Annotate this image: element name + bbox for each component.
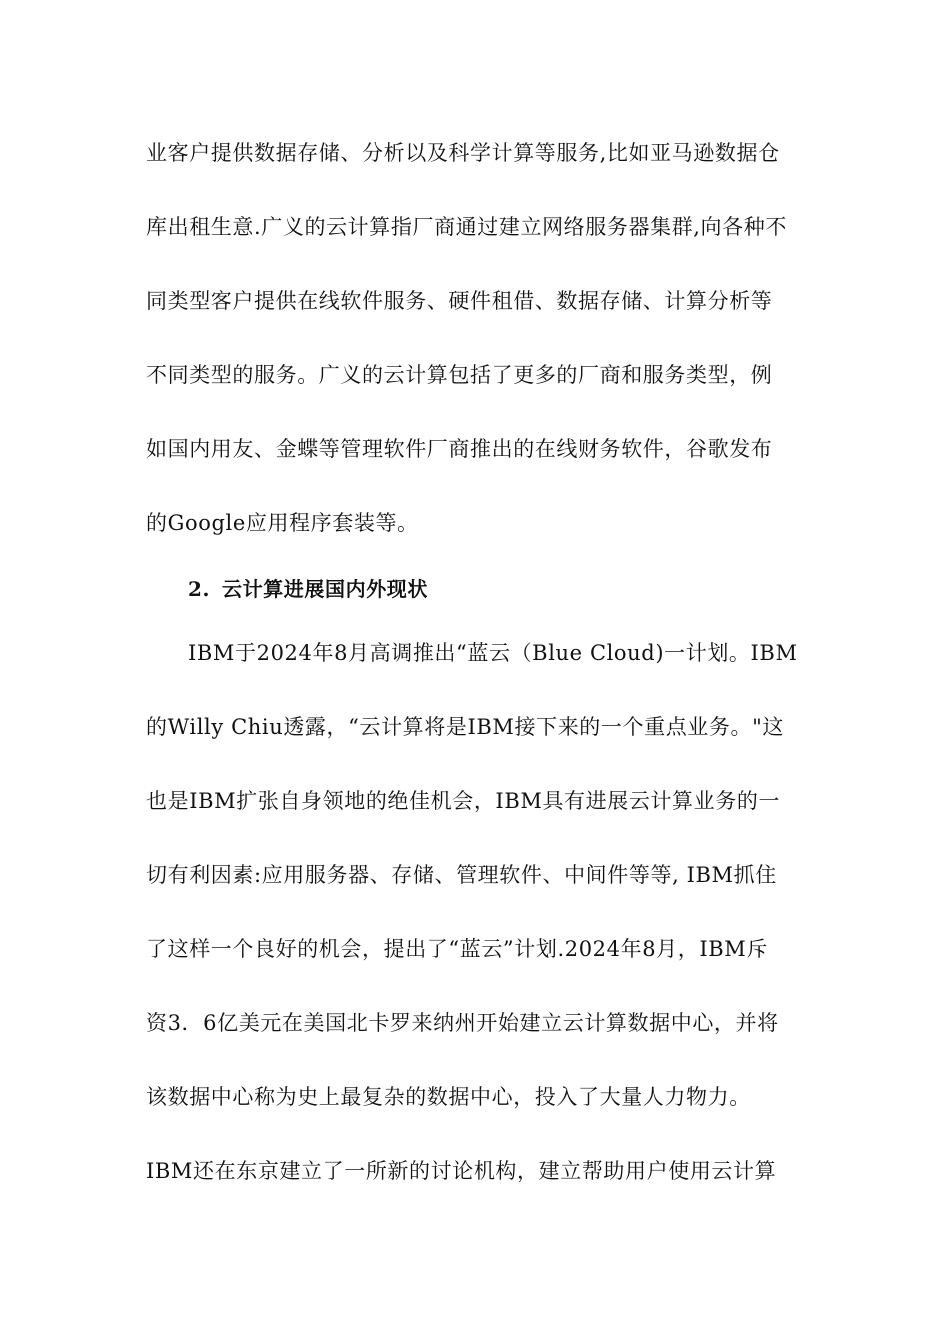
text-line: 了这样一个良好的机会，提出了“蓝云”计划.2024年8月，IBM斥 [146, 937, 768, 961]
section-title: 云计算进展国内外现状 [222, 577, 428, 601]
text-line: 不同类型的服务。广义的云计算包括了更多的厂商和服务类型，例 [146, 363, 773, 387]
section-number: 2. [188, 577, 211, 601]
text-line: 的Google应用程序套装等。 [146, 511, 419, 535]
text-line: IBM于2024年8月高调推出“蓝云（Blue Cloud)一计划。IBM [188, 641, 798, 665]
text-line: 资3．6亿美元在美国北卡罗来纳州开始建立云计算数据中心，并将 [146, 1011, 779, 1035]
text-line: 库出租生意.广义的云计算指厂商通过建立网络服务器集群,向各种不 [146, 215, 787, 239]
text-line: IBM还在东京建立了一所新的讨论机构，建立帮助用户使用云计算 [146, 1159, 777, 1183]
text-line: 该数据中心称为史上最复杂的数据中心，投入了大量人力物力。 [146, 1085, 751, 1109]
text-line: 切有利因素:应用服务器、存储、管理软件、中间件等等, IBM抓住 [146, 863, 777, 887]
section-heading [188, 574, 428, 604]
text-line: 业客户提供数据存储、分析以及科学计算等服务,比如亚马逊数据仓 [146, 141, 780, 165]
text-line: 也是IBM扩张自身领地的绝佳机会，IBM具有进展云计算业务的一 [146, 789, 781, 813]
text-line: 的Willy Chiu透露，“云计算将是IBM接下来的一个重点业务。"这 [146, 715, 784, 739]
text-line: 如国内用友、金蝶等管理软件厂商推出的在线财务软件，谷歌发布 [146, 437, 773, 461]
text-line: 同类型客户提供在线软件服务、硬件租借、数据存储、计算分析等 [146, 289, 773, 313]
